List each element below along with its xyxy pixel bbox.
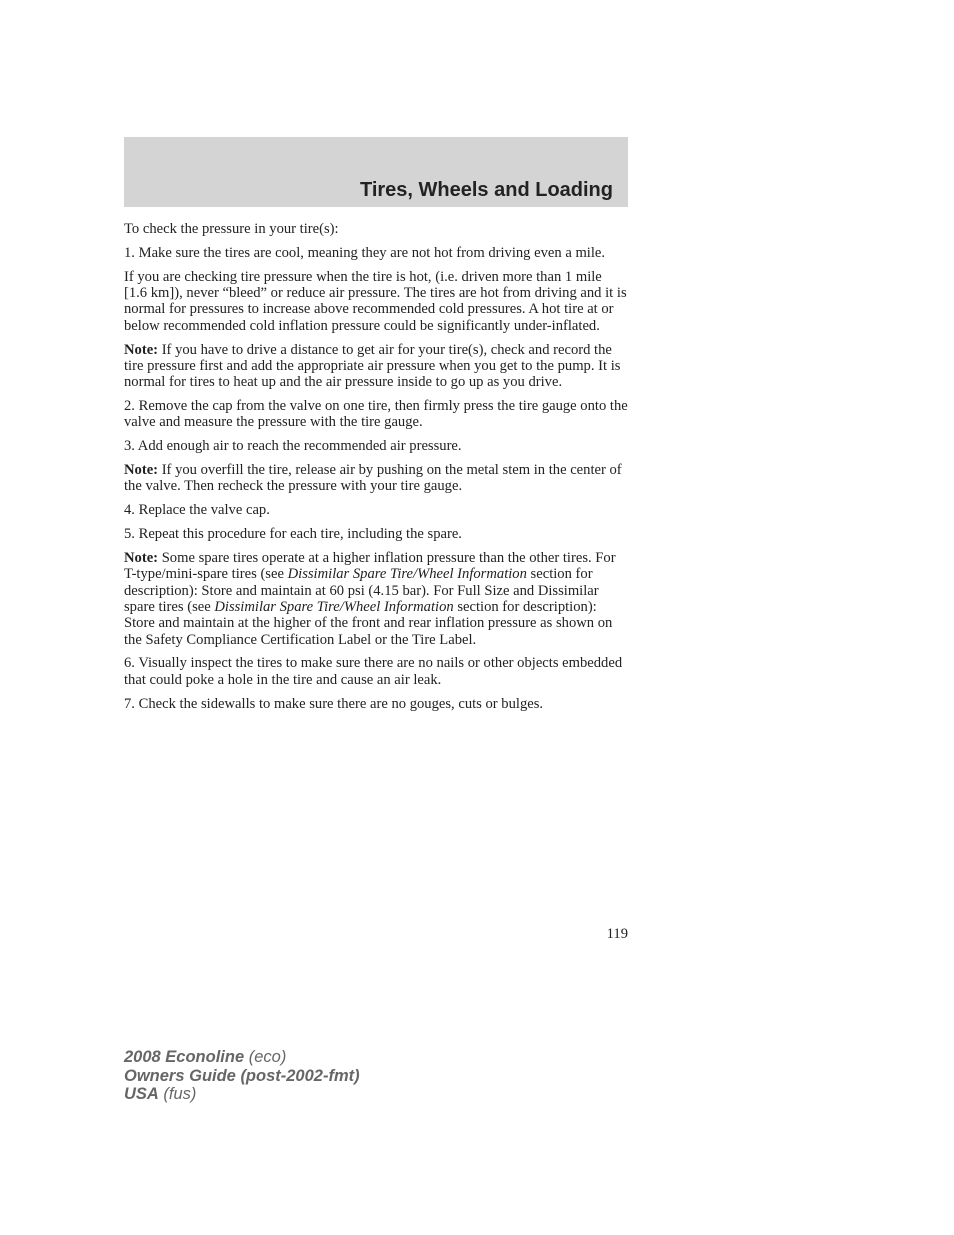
footer-model: 2008 Econoline <box>124 1048 245 1066</box>
note-1 <box>124 342 628 391</box>
hot-tire-paragraph: If you are checking tire pressure when the tire is hot, (i.e. driven more than 1 mile [1.6 km]), never “bleed” or reduce air pressure. The tires are hot from driving and it is normal for pressures to increase above recommended cold pressures. A hot tire at or below recommended cold inflation pressure could be significantly under-inflated. <box>124 268 627 334</box>
note-2 <box>124 462 628 495</box>
note-3 <box>124 550 628 648</box>
intro-paragraph: To check the pressure in your tire(s): <box>124 221 339 237</box>
footer-line-3 <box>124 1085 360 1104</box>
cross-reference: Dissimilar Spare Tire/Wheel Information <box>287 566 527 583</box>
note-text: Some spare tires operate at a higher inflation pressure than the other tires. For T-type/mini-spare tires (see <box>124 550 616 583</box>
footer-line-1 <box>124 1048 360 1067</box>
footer-model-code: (eco) <box>244 1048 287 1066</box>
note-text: section for description): Store and maintain at 60 psi (4.15 bar). For Full Size and Dissimilar spare tires (see <box>124 566 599 615</box>
note-text: If you overfill the tire, release air by pushing on the metal stem in the center of the valve. Then recheck the pressure with your tire gauge. <box>124 462 622 495</box>
note-label: Note: <box>124 462 159 479</box>
footer-market: USA <box>124 1085 159 1103</box>
page-content <box>124 221 628 720</box>
section-title: Tires, Wheels and Loading <box>359 179 613 201</box>
footer-line-2 <box>124 1067 360 1086</box>
step-3: 3. Add enough air to reach the recommended air pressure. <box>124 438 462 455</box>
step-1: 1. Make sure the tires are cool, meaning they are not hot from driving even a mile. <box>124 244 606 261</box>
step-7: 7. Check the sidewalls to make sure there are no gouges, cuts or bulges. <box>124 695 544 712</box>
footer-market-code: (fus) <box>158 1085 197 1103</box>
step-2: 2. Remove the cap from the valve on one tire, then firmly press the tire gauge onto the valve and measure the pressure with the tire gauge. <box>124 398 628 431</box>
cross-reference: Dissimilar Spare Tire/Wheel Information <box>214 598 454 615</box>
step-4: 4. Replace the valve cap. <box>124 502 270 519</box>
step-6: 6. Visually inspect the tires to make sure there are no nails or other objects embedded that could poke a hole in the tire and cause an air leak. <box>124 655 623 688</box>
note-label: Note: <box>124 341 159 358</box>
note-text: If you have to drive a distance to get air for your tire(s), check and record the tire pressure first and add the appropriate air pressure when you get to the pump. It is normal for tires to heat up and the air pressure inside to go up as you drive. <box>124 341 621 391</box>
step-5: 5. Repeat this procedure for each tire, including the spare. <box>124 526 462 543</box>
section-header-band <box>124 137 628 207</box>
footer-guide: Owners Guide (post-2002-fmt) <box>124 1066 360 1085</box>
note-text: section for description): Store and maintain at the higher of the front and rear inflation pressure as shown on the Safety Compliance Certification Label or the Tire Label. <box>124 598 613 648</box>
document-footer <box>124 1048 360 1104</box>
note-label: Note: <box>124 550 159 567</box>
page-number: 119 <box>606 926 628 942</box>
